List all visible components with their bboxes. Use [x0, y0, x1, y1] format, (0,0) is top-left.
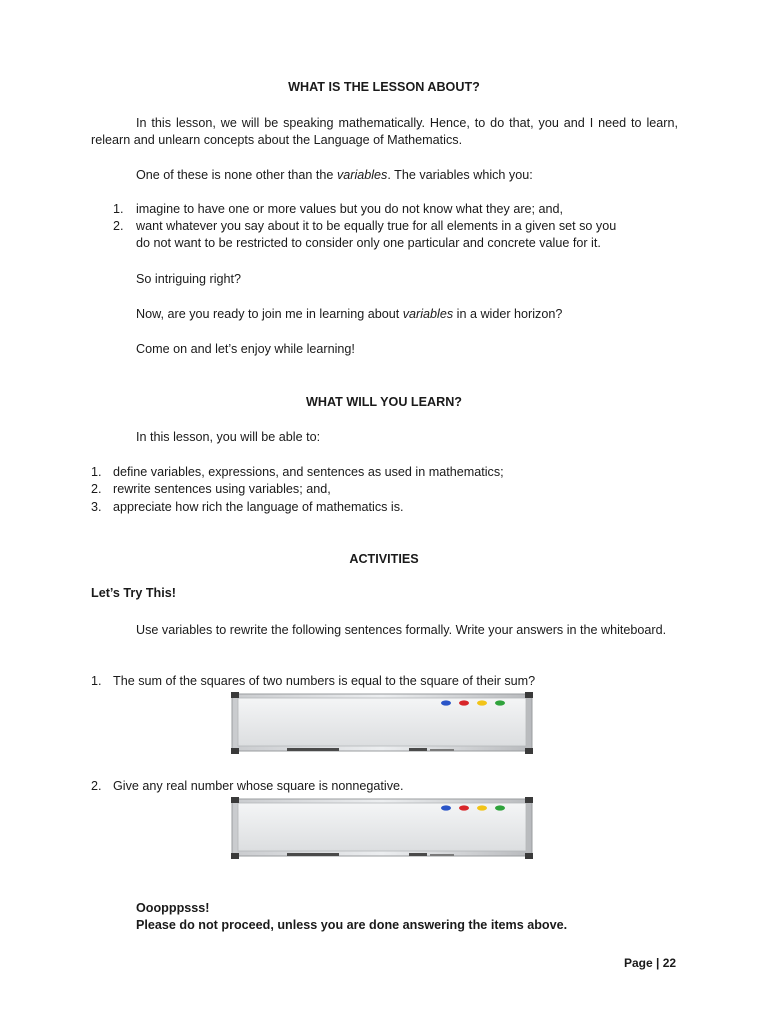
- warning-text: Please do not proceed, unless you are done answering the items above.: [136, 918, 568, 932]
- whiteboard-answer-2[interactable]: [231, 797, 533, 859]
- objective-text: appreciate how rich the language of mathematics is.: [113, 500, 404, 514]
- list-number: 2.: [113, 219, 124, 233]
- objective-number: 1.: [91, 465, 102, 479]
- activity-text: Give any real number whose square is nonnegative.: [113, 779, 404, 793]
- activity-number: 2.: [91, 779, 102, 793]
- activity-text: The sum of the squares of two numbers is equal to the square of their sum?: [113, 674, 536, 688]
- objective-number: 3.: [91, 500, 102, 514]
- list-item-text-line2: do not want to be restricted to consider only one particular and concrete value for it.: [136, 236, 601, 250]
- list-item-text: imagine to have one or more values but you do not know what they are; and,: [136, 202, 564, 216]
- objective-number: 2.: [91, 482, 102, 496]
- list-item-text-line1: want whatever you say about it to be equally true for all elements in a given set so you: [136, 219, 617, 233]
- whiteboard-icon: [231, 692, 533, 754]
- whiteboard-answer-1[interactable]: [231, 692, 533, 754]
- lesson-heading: WHAT IS THE LESSON ABOUT?: [288, 80, 480, 94]
- come-on-text: Come on and let’s enjoy while learning!: [136, 342, 355, 356]
- learn-intro: In this lesson, you will be able to:: [136, 430, 321, 444]
- lets-try-this-subheading: Let’s Try This!: [91, 586, 176, 600]
- page-number: Page | 22: [624, 956, 677, 970]
- ready-sentence: Now, are you ready to join me in learning about variables in a wider horizon?: [136, 307, 563, 321]
- warning-title: Ooopppsss!: [136, 901, 210, 915]
- list-number: 1.: [113, 202, 124, 216]
- activity-instructions: Use variables to rewrite the following sentences formally. Write your answers in the whiteboard.: [136, 623, 667, 637]
- variables-sentence: One of these is none other than the variables. The variables which you:: [136, 168, 533, 182]
- intriguing-text: So intriguing right?: [136, 272, 242, 286]
- variables-emphasis: variables: [336, 168, 388, 182]
- variables-emphasis: variables: [402, 307, 454, 321]
- activities-heading: ACTIVITIES: [349, 552, 419, 566]
- objective-text: define variables, expressions, and sentences as used in mathematics;: [113, 465, 504, 479]
- objective-text: rewrite sentences using variables; and,: [113, 482, 331, 496]
- whiteboard-icon: [231, 797, 533, 859]
- activity-number: 1.: [91, 674, 102, 688]
- learn-heading: WHAT WILL YOU LEARN?: [305, 395, 462, 409]
- lesson-intro-paragraph: In this lesson, we will be speaking mathematically. Hence, to do that, you and I need to learn, relearn and unlearn concepts about the Language of Mathematics.: [91, 116, 678, 147]
